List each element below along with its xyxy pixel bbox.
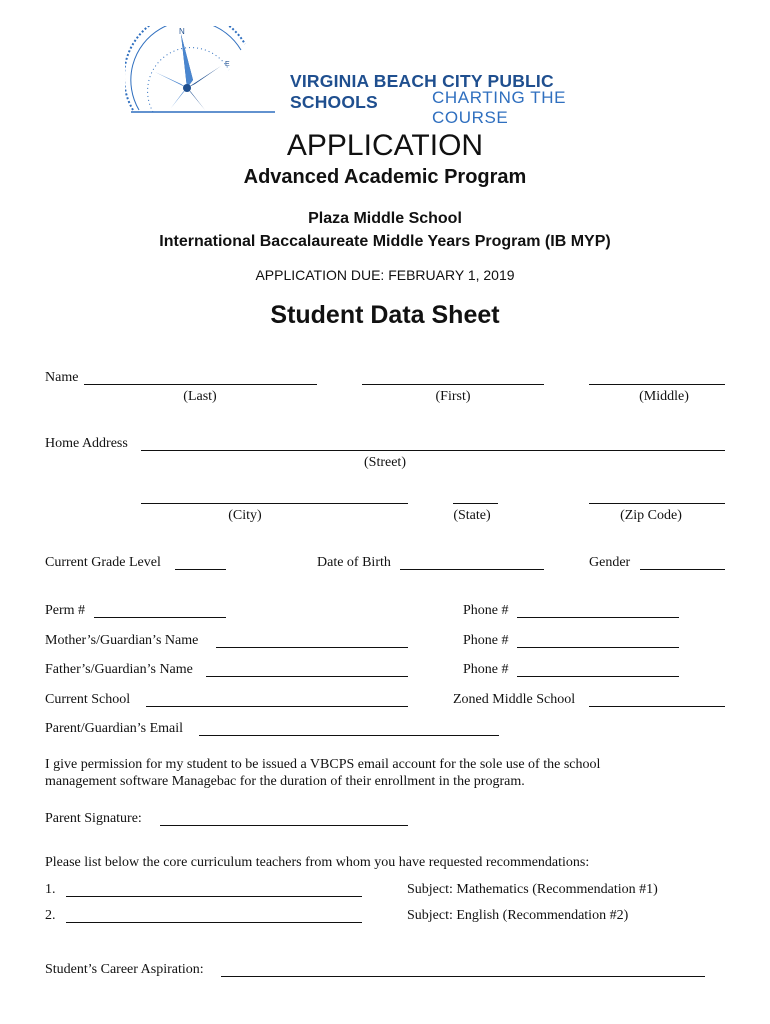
middle-name-field[interactable]: [589, 384, 725, 385]
street-caption: (Street): [364, 455, 406, 470]
grade-level-field[interactable]: [175, 569, 226, 570]
district-name: VIRGINIA BEACH CITY PUBLIC SCHOOLS: [290, 71, 554, 112]
career-aspiration-field[interactable]: [221, 976, 705, 977]
svg-text:E: E: [225, 61, 230, 68]
recommendation-number-2: 2.: [45, 908, 56, 923]
perm-field[interactable]: [94, 617, 226, 618]
recommendation-teacher-field-1[interactable]: [66, 896, 362, 897]
parent-signature-label: Parent Signature:: [45, 811, 142, 826]
date-of-birth-label: Date of Birth: [317, 555, 391, 570]
zoned-school-label: Zoned Middle School: [453, 692, 576, 707]
last-name-caption: (Last): [183, 389, 217, 404]
permission-text: [45, 756, 735, 790]
phone-field-3[interactable]: [517, 676, 679, 677]
recommendations-intro: Please list below the core curriculum teachers from whom you have requested recommendations:: [45, 855, 590, 870]
district-logo: [125, 26, 645, 127]
home-address-label: Home Address: [45, 436, 128, 451]
permission-line-2: management software Managebac for the duration of their enrollment in the program.: [45, 774, 525, 789]
permission-line-1: I give permission for my student to be issued a VBCPS email account for the sole use of the school: [45, 757, 601, 772]
recommendation-subject-2: Subject: English (Recommendation #2): [407, 908, 629, 923]
phone-field-1[interactable]: [517, 617, 679, 618]
city-field[interactable]: [141, 503, 408, 504]
page-title: APPLICATION: [286, 129, 484, 162]
phone-label-2: Phone #: [463, 633, 509, 648]
name-label: Name: [45, 370, 79, 385]
parent-signature-field[interactable]: [160, 825, 408, 826]
zip-code-field[interactable]: [589, 503, 725, 504]
middle-name-caption: (Middle): [639, 389, 689, 404]
phone-label-3: Phone #: [463, 662, 509, 677]
school-name: Plaza Middle School: [308, 210, 462, 227]
city-caption: (City): [228, 508, 262, 523]
recommendation-teacher-field-2[interactable]: [66, 922, 362, 923]
zip-code-caption: (Zip Code): [620, 508, 682, 523]
state-field[interactable]: [453, 503, 498, 504]
ib-program-name: International Baccalaureate Middle Years Program (IB MYP): [159, 233, 611, 250]
recommendation-subject-1: Subject: Mathematics (Recommendation #1): [407, 882, 658, 897]
mother-guardian-field[interactable]: [216, 647, 408, 648]
phone-label-1: Phone #: [463, 603, 509, 618]
parent-email-field[interactable]: [199, 735, 499, 736]
first-name-caption: (First): [435, 389, 471, 404]
date-of-birth-field[interactable]: [400, 569, 544, 570]
last-name-field[interactable]: [84, 384, 317, 385]
recommendation-number-1: 1.: [45, 882, 56, 897]
father-guardian-label: Father’s/Guardian’s Name: [45, 662, 193, 677]
zoned-school-field[interactable]: [589, 706, 725, 707]
gender-label: Gender: [589, 555, 631, 570]
district-tagline: CHARTING THE COURSE: [432, 88, 567, 127]
mother-guardian-label: Mother’s/Guardian’s Name: [45, 633, 199, 648]
father-guardian-field[interactable]: [206, 676, 408, 677]
parent-email-label: Parent/Guardian’s Email: [45, 721, 184, 736]
svg-text:N: N: [179, 27, 185, 36]
street-field[interactable]: [141, 450, 725, 451]
grade-level-label: Current Grade Level: [45, 555, 161, 570]
sheet-title: Student Data Sheet: [270, 301, 500, 329]
first-name-field[interactable]: [362, 384, 544, 385]
perm-label: Perm #: [45, 603, 86, 618]
state-caption: (State): [453, 508, 491, 523]
due-date: APPLICATION DUE: FEBRUARY 1, 2019: [255, 267, 515, 283]
program-title: Advanced Academic Program: [243, 166, 527, 188]
current-school-field[interactable]: [146, 706, 408, 707]
current-school-label: Current School: [45, 692, 131, 707]
phone-field-2[interactable]: [517, 647, 679, 648]
gender-field[interactable]: [640, 569, 725, 570]
compass-rose-icon: [125, 26, 285, 118]
career-aspiration-label: Student’s Career Aspiration:: [45, 962, 204, 977]
